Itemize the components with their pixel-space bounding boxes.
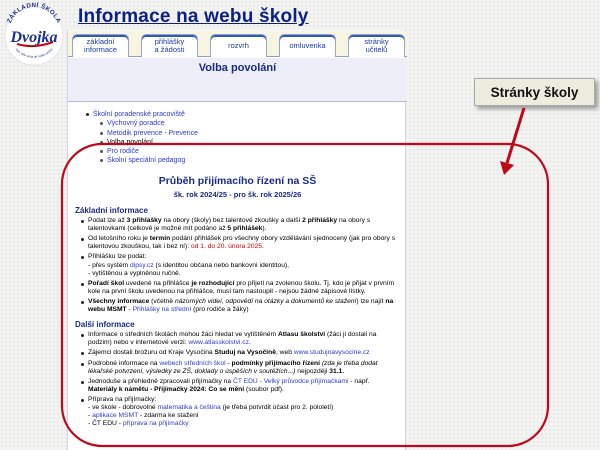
more-info-heading: Další informace — [75, 320, 135, 330]
logo-slogan: Tam, kde cesta do světa začíná — [14, 47, 54, 59]
tab-applications[interactable]: přihlášky a žádosti — [141, 34, 198, 57]
tab-bar — [68, 31, 407, 57]
school-logo — [3, 2, 65, 68]
tab-basic-info[interactable]: základní informace — [72, 34, 129, 57]
school-pages-callout: Stránky školy — [474, 78, 595, 106]
more-info-list — [80, 331, 398, 428]
subnav-item-prevention[interactable]: Metodik prevence - Prevence — [100, 129, 198, 138]
tab-timetable[interactable]: rozvrh — [210, 34, 267, 57]
list-item: Přihlášku lze podat: - přes systém dipsy.cz (s identitou občana nebo bankovní identitou), - vytištěnou a vyplněnou ručně. — [80, 253, 398, 277]
admission-content — [68, 175, 407, 430]
subnav-item-advisor[interactable]: Výchovný poradce — [100, 119, 198, 128]
list-item: Příprava na přijímačky: - ve škole - dobrovolné matematika a čeština (je třeba potvrdit účast pro 2. pololetí) - aplikace MSMT - zdarma ke stažení - ČT EDU - příprava na přijímačky — [80, 396, 398, 428]
subnav-item-special-pedagogue[interactable]: Školní speciální pedagog — [100, 156, 198, 165]
basic-info-heading: Základní informace — [75, 206, 148, 215]
school-websites-link[interactable]: webech středních škol — [159, 359, 226, 367]
list-item: Podat lze až 3 přihlášky na obory (školy) bez talentové zkoušky a další 2 přihlášky na obory s talentovkami (celkově je možné mít podáno až 5 přihlášek). — [80, 217, 398, 233]
content-subtitle: šk. rok 2024/25 - pro šk. rok 2025/26 — [173, 190, 302, 199]
list-item: Od letošního roku je termín podání přihlášek pro všechny obory vzdělávání sjednocený (jak pro obory s talentovou zkouškou, tak i bez ní): od 1. do 20. února 2025. — [80, 235, 398, 251]
list-item: Informace o středních školách mohou žáci hledat ve vytištěném Atlasu školství (žáci ji dostali na podzim) nebo v internetové verzi: www.atlasskolstvi.cz. — [80, 331, 398, 347]
ct-edu-prep-link[interactable]: příprava na přijímačky — [122, 420, 189, 428]
logo-top-text: ZÁKLADNÍ ŠKOLA — [5, 2, 63, 25]
studuj-link[interactable]: www.studujnavysocine.cz — [293, 349, 370, 357]
math-czech-link[interactable]: matematika a čeština — [157, 403, 221, 411]
tab-excuse[interactable]: omluvenka — [279, 34, 336, 57]
ct-edu-guide-link[interactable]: ČT EDU - Velký průvodce přijímačkami — [232, 377, 349, 385]
callout-arrow-line — [507, 108, 524, 163]
atlas-link[interactable]: www.atlasskolstvi.cz — [188, 339, 249, 347]
slide-title: Informace na webu školy — [78, 6, 309, 27]
subnav-item-counseling[interactable]: Školní poradenské pracoviště Výchovný poradce Metodik prevence - Prevence Volba povolání Pro rodiče Školní speciální pedagog — [86, 110, 198, 166]
list-item: Jednoduše a přehledně zpracovali přijímačky na ČT EDU - Velký průvodce přijímačkami - např. Materiály k námětu - Přijímačky 2024: Co se mění (soubor pdf). — [80, 378, 398, 394]
msmt-app-link[interactable]: aplikace MSMT — [92, 412, 139, 420]
content-title: Průběh přijímacího řízení na SŠ — [158, 175, 317, 187]
list-item: Zájemci dostali brožuru od Kraje Vysočina Studuj na Vysočině, web www.studujnavysocine.cz — [80, 349, 398, 357]
section-divider — [68, 101, 407, 102]
school-logo-graphic — [3, 2, 65, 68]
logo-name: Dvojka — [10, 29, 58, 46]
section-title: Volba povolání — [198, 62, 277, 74]
subnav-item-career-choice: Volba povolání — [100, 138, 198, 147]
list-item: Všechny informace (včetně názorných videí, odpovědí na otázky a dokumentů ke stažení) lze najít na webu MSMT - Přihlášky na střední (pro rodiče a žáky) — [80, 298, 398, 314]
dipsy-link[interactable]: dipsy.cz — [130, 261, 154, 269]
list-item: Pořadí škol uvedené na přihlášce je rozhodující pro přijetí na zvolenou školu. Tj. kdo je přijat v prvním kole na první školu uvedenou na přihlášce, musí tam nastoupit - nejsou žádné zápisové lístky. — [80, 280, 398, 296]
web-page — [67, 30, 406, 450]
basic-info-list — [80, 217, 398, 314]
subnav-menu — [86, 110, 198, 166]
msmt-applications-link[interactable]: Přihlášky na střední — [132, 306, 192, 314]
callout-arrowhead — [500, 161, 514, 175]
tab-teacher-pages[interactable]: stránky učitelů — [348, 34, 405, 57]
list-item: Podrobné informace na webech středních škol - podmínky přijímacího řízení (zda je třeba dodat lékařské potvrzení, výsledky ze ZŠ, doklady o úspěších v soutěžích...) nejpozději 31.1. — [80, 360, 398, 376]
subnav-item-parents[interactable]: Pro rodiče — [100, 147, 198, 156]
